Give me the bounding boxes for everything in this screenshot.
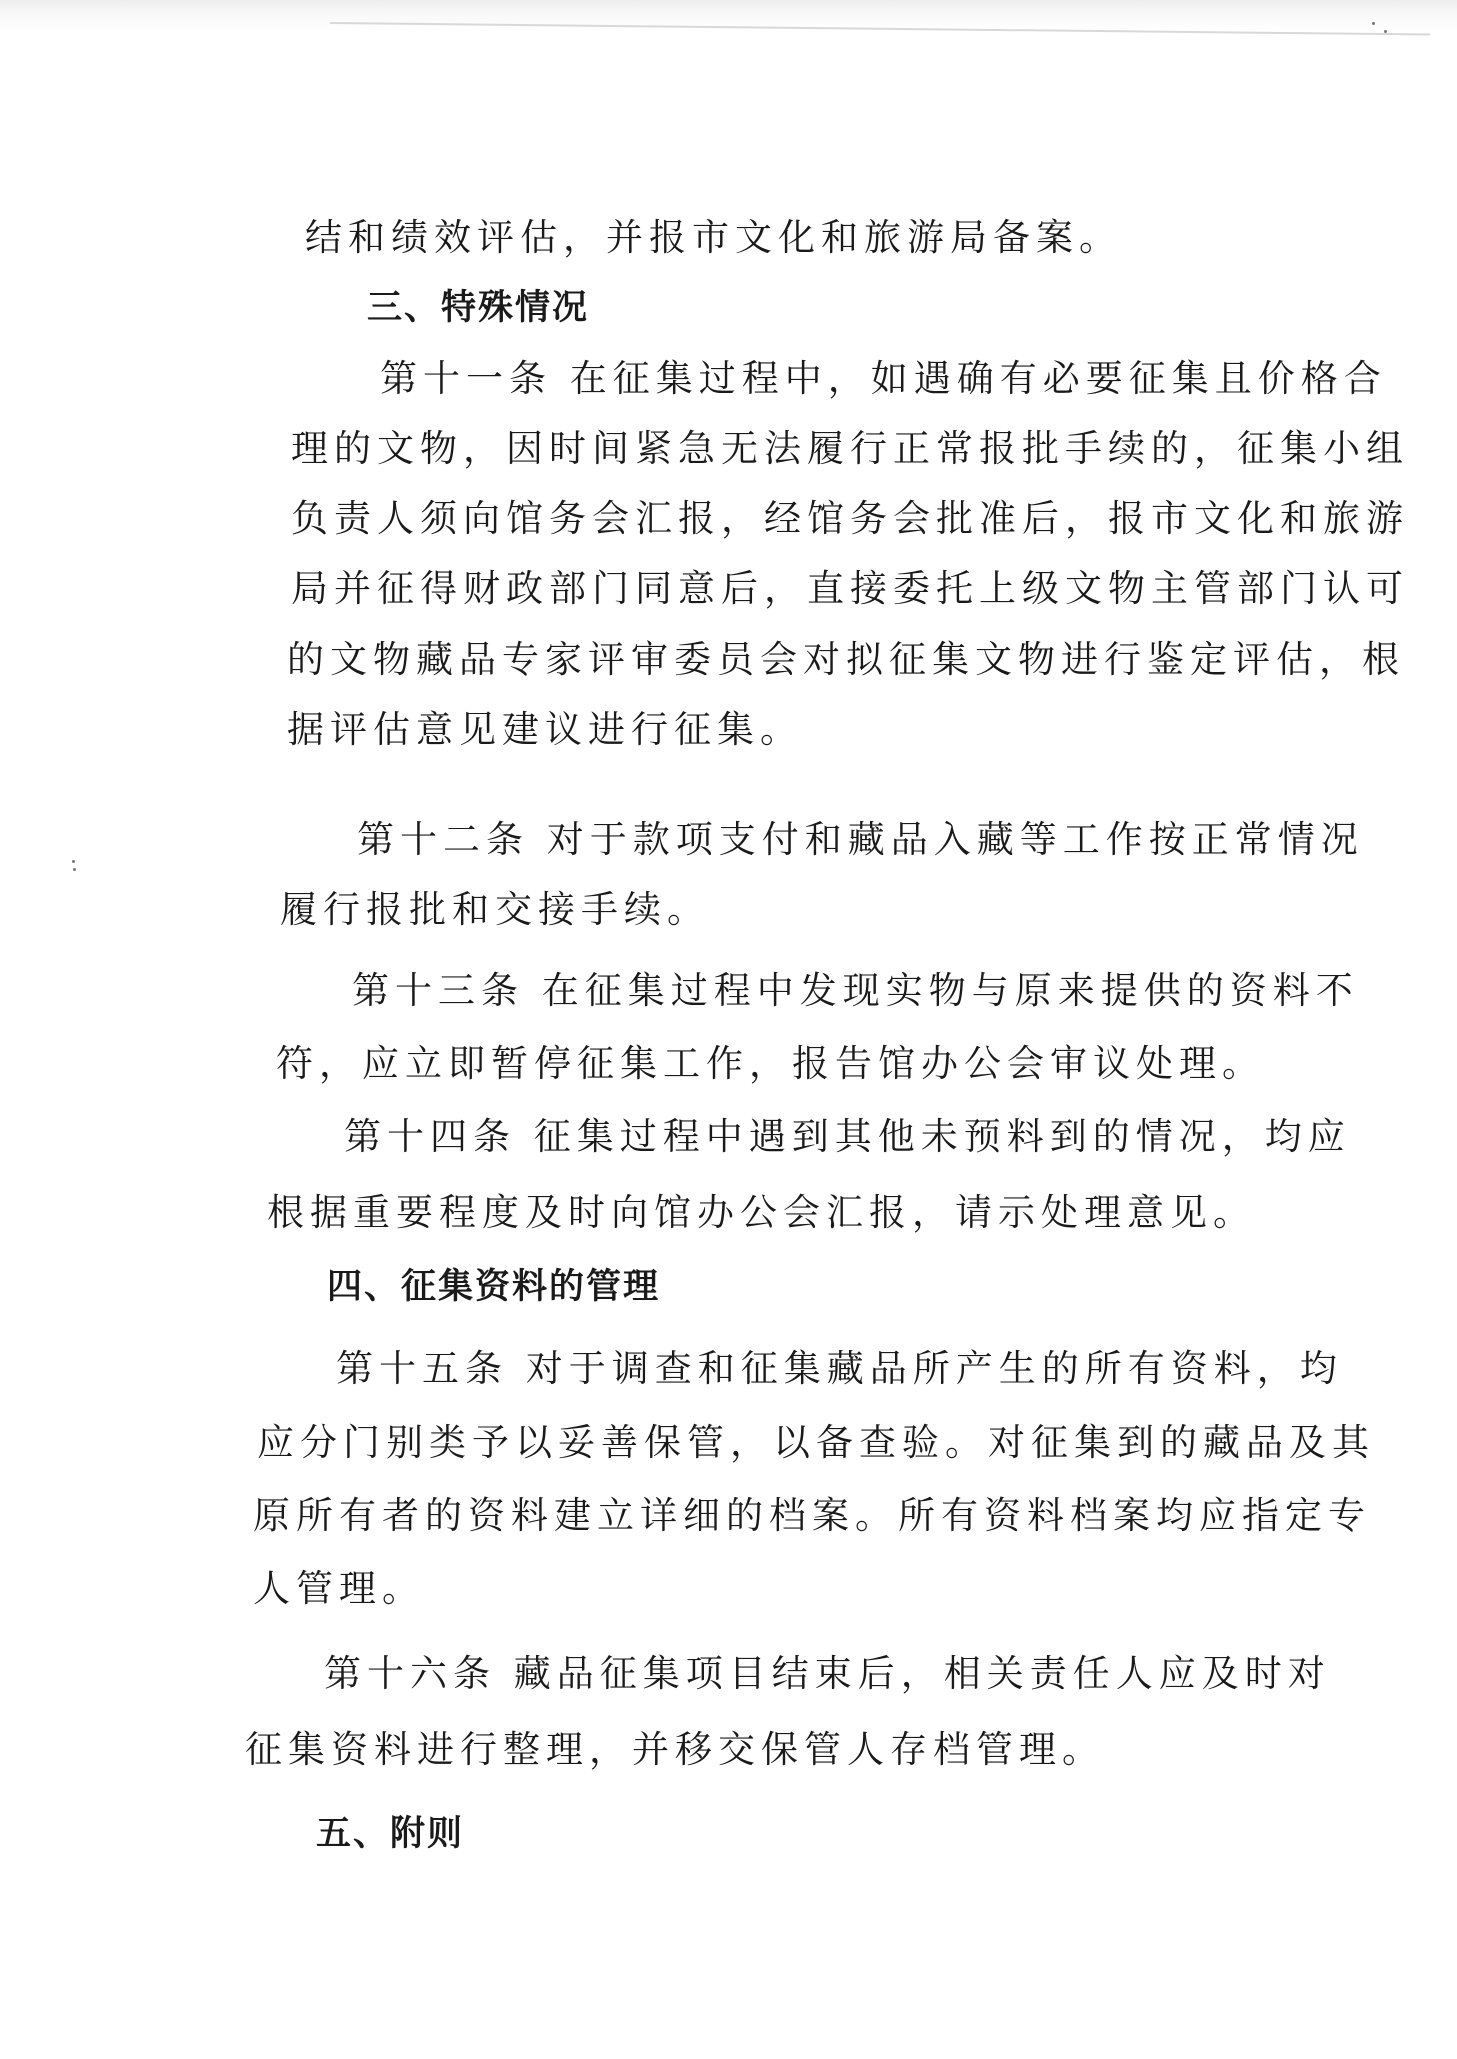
text-line: 征集资料进行整理，并移交保管人存档管理。 bbox=[245, 1728, 1105, 1771]
text-line: 第十六条 藏品征集项目结束后，相关责任人应及时对 bbox=[324, 1652, 1331, 1695]
section-heading: 四、征集资料的管理 bbox=[327, 1267, 661, 1307]
text-line: 人管理。 bbox=[253, 1567, 425, 1610]
text-line: 履行报批和交接手续。 bbox=[280, 888, 710, 931]
text-line: 结和绩效评估，并报市文化和旅游局备案。 bbox=[305, 216, 1122, 259]
section-heading: 三、特殊情况 bbox=[367, 288, 590, 328]
text-line: 根据重要程度及时向馆办公会汇报，请示处理意见。 bbox=[267, 1191, 1256, 1234]
text-line: 第十一条 在征集过程中，如遇确有必要征集且价格合 bbox=[380, 357, 1387, 400]
text-line: 原所有者的资料建立详细的档案。所有资料档案均应指定专 bbox=[253, 1494, 1371, 1537]
text-line: 第十五条 对于调查和征集藏品所产生的所有资料，均 bbox=[336, 1347, 1343, 1390]
text-line: 第十四条 征集过程中遇到其他未预料到的情况，均应 bbox=[344, 1115, 1351, 1158]
text-line: 第十二条 对于款项支付和藏品入藏等工作按正常情况 bbox=[357, 818, 1364, 861]
text-line: 据评估意见建议进行征集。 bbox=[287, 708, 803, 751]
text-line: 符，应立即暂停征集工作，报告馆办公会审议处理。 bbox=[276, 1042, 1265, 1085]
text-line: 负责人须向馆务会汇报，经馆务会批准后，报市文化和旅游 bbox=[291, 497, 1409, 540]
text-line: 第十三条 在征集过程中发现实物与原来提供的资料不 bbox=[352, 969, 1359, 1012]
text-line: 的文物藏品专家评审委员会对拟征集文物进行鉴定评估，根 bbox=[287, 638, 1405, 681]
text-line: 局并征得财政部门同意后，直接委托上级文物主管部门认可 bbox=[291, 567, 1409, 610]
section-heading: 五、附则 bbox=[316, 1814, 465, 1854]
text-line: 理的文物，因时间紧急无法履行正常报批手续的，征集小组 bbox=[291, 427, 1409, 470]
text-line: 应分门别类予以妥善保管，以备查验。对征集到的藏品及其 bbox=[257, 1421, 1375, 1464]
